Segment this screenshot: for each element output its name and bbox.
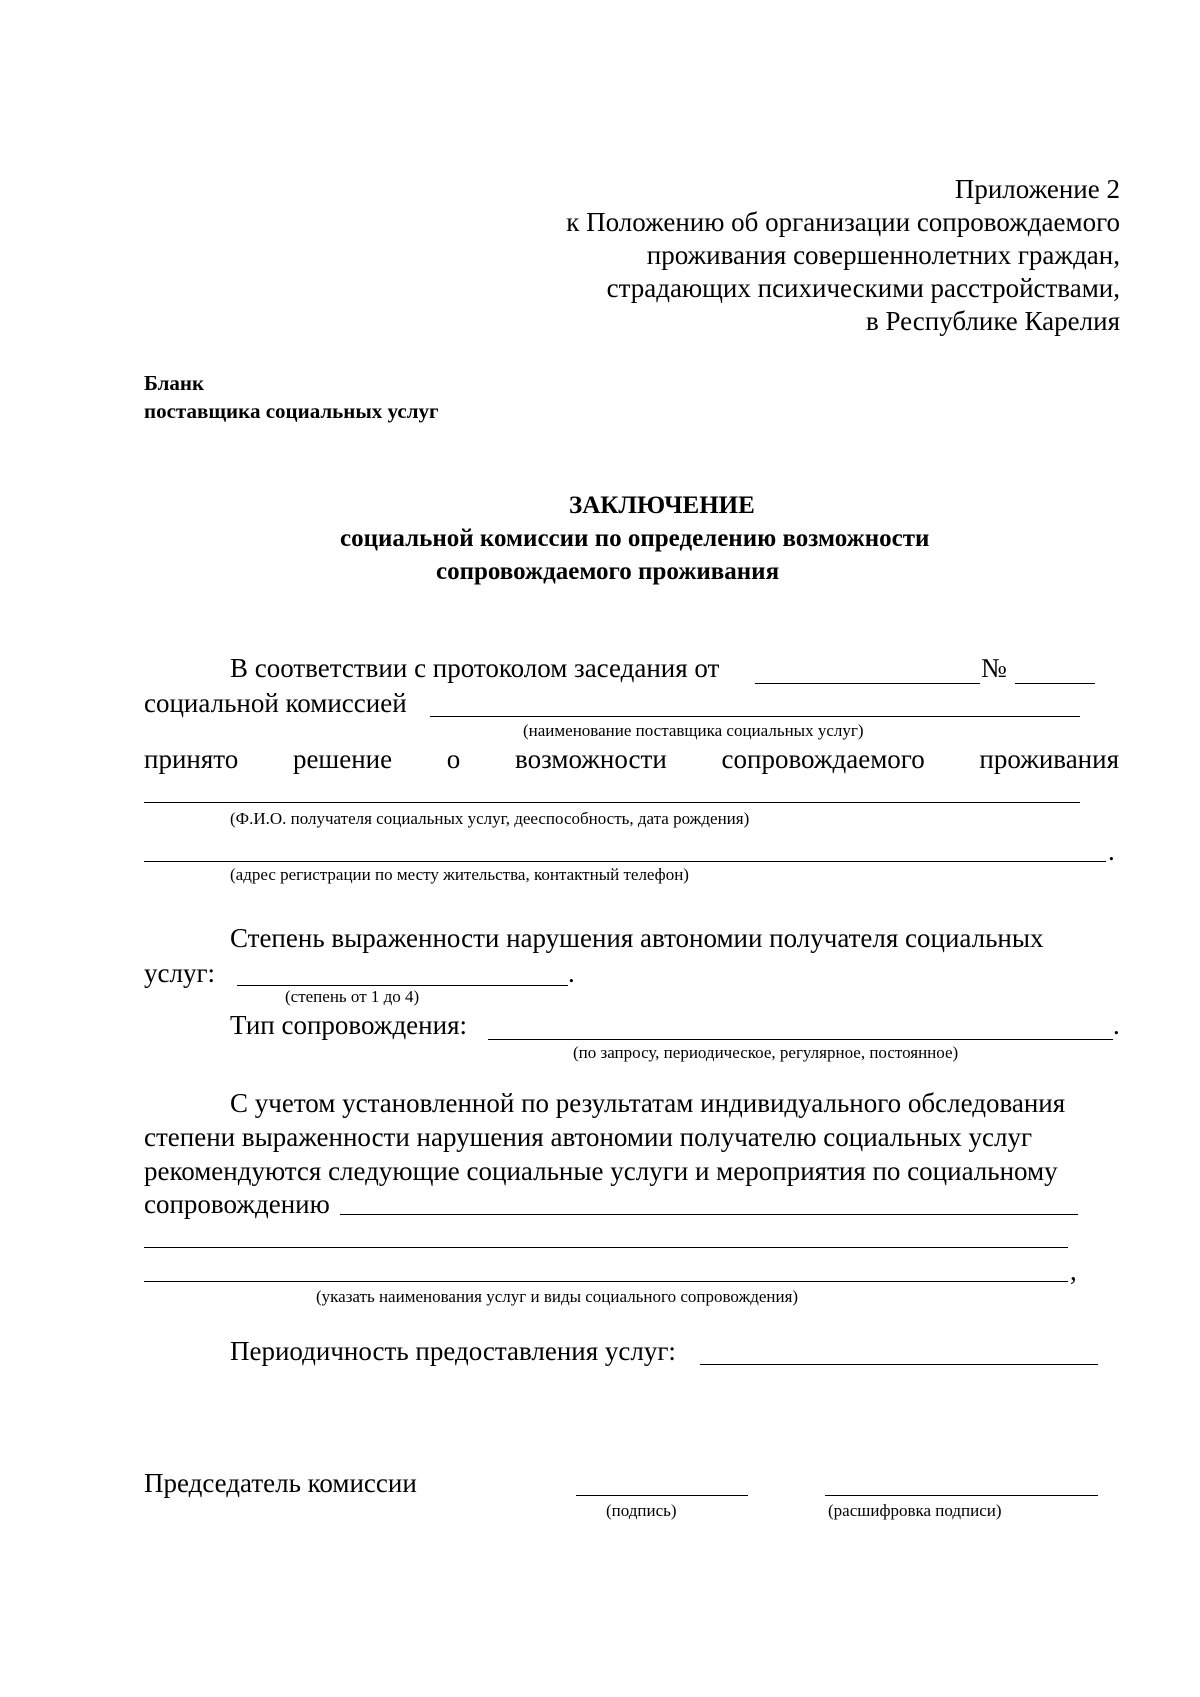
protocol-text: В соответствии с протоколом заседания от <box>230 653 720 683</box>
commission-text: социальной комиссией <box>144 688 407 718</box>
support-type-label: Тип сопровождения: <box>230 1010 467 1040</box>
address-dot: . <box>1108 836 1115 866</box>
autonomy-degree-text: Степень выраженности нарушения автономии получателя социальных <box>230 923 1044 953</box>
recipient-address-field[interactable] <box>144 861 1106 862</box>
services-label: услуг: <box>144 958 216 988</box>
support-type-dot: . <box>1113 1010 1120 1040</box>
header-line-3: проживания совершеннолетних граждан, <box>646 240 1120 270</box>
header-line-5: в Республике Карелия <box>865 306 1120 336</box>
decision-word-4: возможности <box>515 744 667 774</box>
recipient-name-field[interactable] <box>144 802 1080 803</box>
blank-provider-label: поставщика социальных услуг <box>144 399 439 423</box>
decision-row <box>144 746 1119 773</box>
header-line-2: к Положению об организации сопровождаемого <box>566 207 1120 237</box>
signature-field[interactable] <box>576 1495 748 1496</box>
provider-name-field[interactable] <box>430 716 1080 717</box>
chairman-label: Председатель комиссии <box>144 1468 417 1498</box>
document-subtitle-1: социальной комиссии по определению возможности <box>340 525 930 552</box>
degree-hint: (степень от 1 до 4) <box>285 987 420 1006</box>
document-title: ЗАКЛЮЧЕНИЕ <box>569 492 755 519</box>
services-field-3[interactable] <box>144 1281 1068 1282</box>
degree-dot: . <box>568 958 575 988</box>
signature-decode-field[interactable] <box>825 1495 1098 1496</box>
protocol-date-field[interactable] <box>755 683 980 684</box>
recipient-name-hint: (Ф.И.О. получателя социальных услуг, дееспособность, дата рождения) <box>230 809 750 828</box>
number-sign: № <box>981 653 1007 683</box>
signature-decode-hint: (расшифровка подписи) <box>828 1501 1002 1520</box>
services-comma: , <box>1070 1256 1077 1286</box>
services-field-1[interactable] <box>340 1214 1078 1215</box>
services-hint: (указать наименования услуг и виды социального сопровождения) <box>316 1287 799 1306</box>
support-type-hint: (по запросу, периодическое, регулярное, постоянное) <box>573 1043 959 1062</box>
decision-word-1: принято <box>144 744 239 774</box>
decision-word-5: сопровождаемого <box>721 744 925 774</box>
recommendation-line-4: сопровождению <box>144 1189 330 1219</box>
decision-word-6: проживания <box>979 744 1119 774</box>
recipient-address-hint: (адрес регистрации по месту жительства, контактный телефон) <box>230 865 689 884</box>
header-line-4: страдающих психическими расстройствами, <box>606 273 1120 303</box>
services-field-2[interactable] <box>144 1247 1068 1248</box>
recommendation-line-2: степени выраженности нарушения автономии получателю социальных услуг <box>144 1122 1033 1152</box>
document-subtitle-2: сопровождаемого проживания <box>436 558 780 585</box>
header-line-1: Приложение 2 <box>954 174 1120 204</box>
signature-hint: (подпись) <box>606 1501 677 1520</box>
frequency-field[interactable] <box>700 1364 1098 1365</box>
support-type-field[interactable] <box>488 1039 1113 1040</box>
frequency-label: Периодичность предоставления услуг: <box>230 1336 676 1366</box>
recommendation-line-3: рекомендуются следующие социальные услуги и мероприятия по социальному <box>144 1156 1058 1186</box>
autonomy-degree-field[interactable] <box>237 985 568 986</box>
blank-label: Бланк <box>144 371 205 395</box>
protocol-number-field[interactable] <box>1015 683 1095 684</box>
provider-name-hint: (наименование поставщика социальных услуг) <box>523 721 864 740</box>
decision-word-2: решение <box>292 744 393 774</box>
decision-word-3: о <box>446 744 461 774</box>
recommendation-line-1: С учетом установленной по результатам индивидуального обследования <box>230 1088 1066 1118</box>
